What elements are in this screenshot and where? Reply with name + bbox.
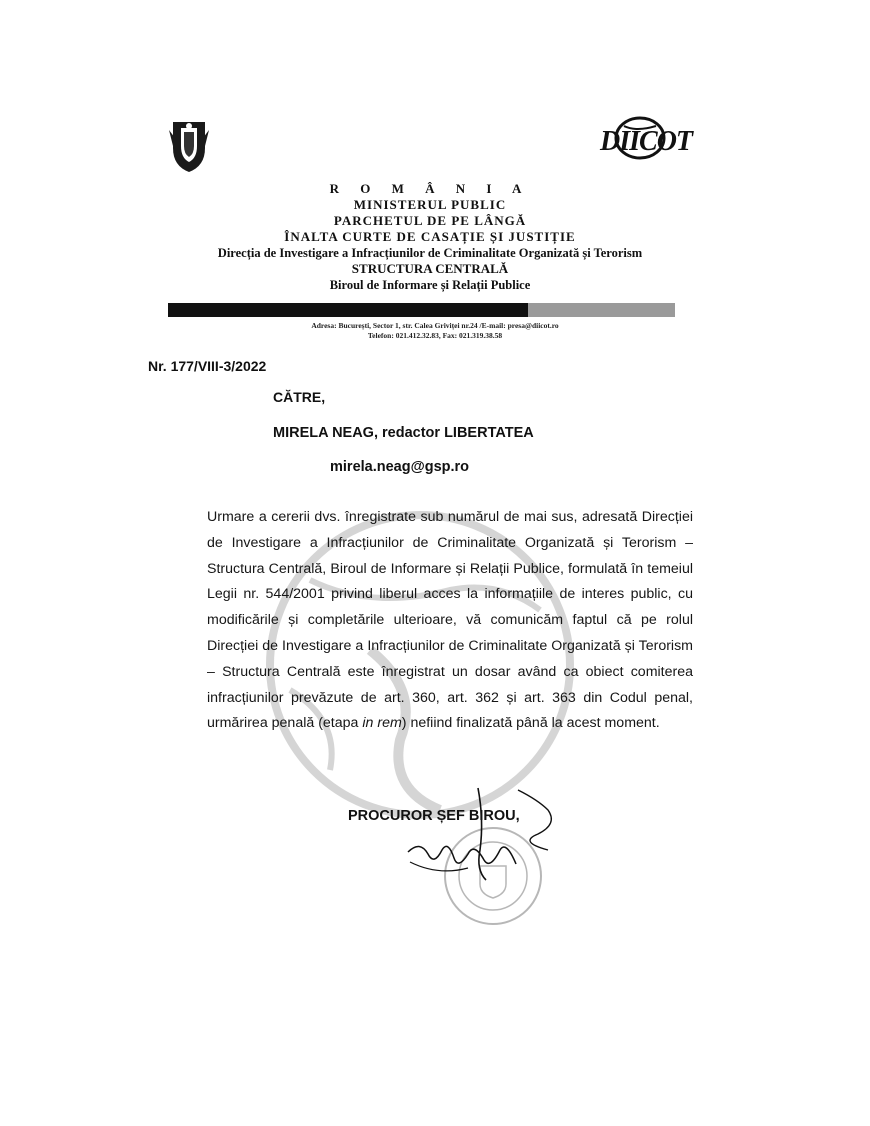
letter-body-part2: ) nefiind finalizată până la acest moment. xyxy=(401,715,660,732)
header-structure: STRUCTURA CENTRALĂ xyxy=(351,261,509,276)
address-line: Adresa: București, Sector 1, str. Calea Griviței nr.24 /E-mail: presa@diicot.ro xyxy=(311,321,559,330)
to-label: CĂTRE, xyxy=(273,389,326,405)
letter-body xyxy=(207,505,693,737)
header-parchet: PARCHETUL DE PE LÂNGĂ xyxy=(333,213,527,228)
header-country: R O M Â N I A xyxy=(329,181,531,196)
header-office: Biroul de Informare și Relații Publice xyxy=(329,278,531,292)
handwritten-signature-icon xyxy=(398,780,573,890)
letter-body-italic: in rem xyxy=(362,715,402,732)
recipient-name: MIRELA NEAG, redactor LIBERTATEA xyxy=(273,425,534,441)
header-directorate: Direcția de Investigare a Infracțiunilor de Criminalitate Organizată și Terorism xyxy=(217,246,643,260)
letterhead xyxy=(110,181,750,293)
letter-body-part1: Urmare a cererii dvs. înregistrate sub numărul de mai sus, adresată Direcției de Investigare a Infracțiunilor de Criminalitate Organizată și Terorism – Structura Centrală, Biroul de Informare și Relații Publice, formulată în temeiul Legii nr. 544/2001 privind liberul acces la informațiile de interes public, cu modificările și completările ulterioare, vă comunicăm faptul că pe rolul Direcției de Investigare a Infracțiunilor de Criminalitate Organizată și Terorism – Structura Centrală este înregistrat un dosar având ca obiect comiterea infracțiunilor prevăzute de art. 360, art. 362 și art. 363 din Codul penal, urmărirea penală (etapa xyxy=(207,509,693,732)
coat-of-arms-icon xyxy=(167,118,211,174)
header-ministry: MINISTERUL PUBLIC xyxy=(353,197,507,212)
phone-line: Telefon: 021.412.32.83, Fax: 021.319.38.58 xyxy=(367,331,503,340)
recipient-email: mirela.neag@gsp.ro xyxy=(330,459,470,475)
header-divider-gray xyxy=(528,303,675,317)
contact-info xyxy=(150,321,720,341)
header-court: ÎNALTA CURTE DE CASAȚIE ȘI JUSTIȚIE xyxy=(284,229,576,244)
diicot-logo xyxy=(596,116,693,166)
registration-number: Nr. 177/VIII-3/2022 xyxy=(148,358,267,374)
logo-text: DIICOT xyxy=(600,126,693,157)
signature-title: PROCUROR ȘEF BIROU, xyxy=(348,808,520,824)
